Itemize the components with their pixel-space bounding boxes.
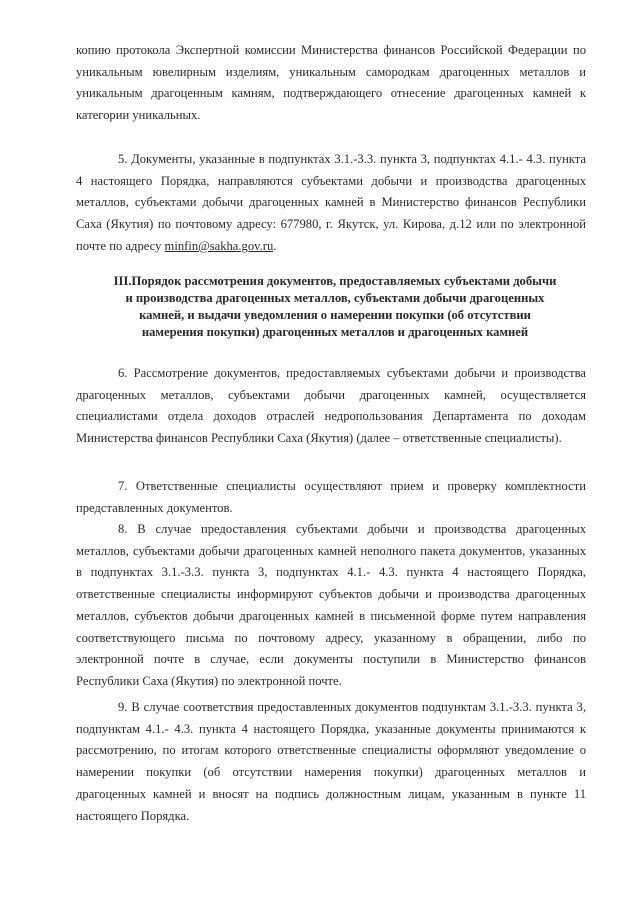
paragraph-9 [76, 697, 586, 827]
paragraph-8-text: В случае предоставления субъектами добычи и производства драгоценных металлов, субъектами добычи драгоценных камней неполного пакета документов, указанных в подпунктах 3.1.-3.3. пункта 3, подпунктах 4.1.- 4.3. пункта 4 настоящего Порядка, ответственные специалисты информируют субъектов добычи и производства драгоценных металлов, субъектов добычи драгоценных камней в письменной форме путем направления соответствующего письма по почтовому адресу, указанному в обращении, либо по электронной почте в случае, если документы поступили в Министерство финансов Республики Саха (Якутия) по электронной почте. [76, 522, 586, 688]
paragraph-9-number: 9. [118, 700, 128, 714]
email-link[interactable]: minfin@sakha.gov.ru [164, 238, 274, 253]
section-heading-text: III.Порядок рассмотрения документов, предоставляемых субъектами добычи и производства драгоценных металлов, субъектами добычи драгоценных камней, и выдачи уведомления о намерении покупки (об отсутствии намерения покупки) драгоценных металлов и драгоценных камней [113, 274, 557, 339]
paragraph-5 [76, 149, 586, 258]
paragraph-7-number: 7. [118, 479, 128, 493]
paragraph-7 [76, 476, 586, 519]
paragraph-8 [76, 519, 586, 693]
paragraph-9-text: В случае соответствия предоставленных документов подпунктам 3.1.-3.3. пункта 3, подпунктам 4.1.- 4.3. пункта 4 настоящего Порядка, указанные документы принимаются к рассмотрению, по итогам которого ответственные специалисты оформляют уведомление о намерении покупки (об отсутствии намерения покупки) драгоценных металлов и драгоценных камней и вносят на подпись должностным лицам, указанным в пункте 11 настоящего Порядка. [76, 700, 586, 823]
paragraph-5-end: . [273, 238, 277, 253]
paragraph-5-text: Документы, указанные в подпунктах 3.1.-3.3. пункта 3, подпунктах 4.1.- 4.3. пункта 4 настоящего Порядка, направляются субъектами добычи и производства драгоценных металлов, субъектами добычи драгоценных камней в Министерство финансов Республики Саха (Якутия) по почтовому адресу: 677980, г. Якутск, ул. Кирова, д.12 или по электронной почте по адресу [76, 152, 587, 253]
paragraph-6-text: Рассмотрение документов, предоставляемых субъектами добычи и производства драгоценных металлов, субъектами добычи драгоценных камней, осуществляется специалистами отдела доходов отраслей недропользования Департамента по доходам Министерства финансов Республики Саха (Якутия) (далее – ответственные специалисты). [76, 366, 586, 446]
paragraph-6-number: 6. [118, 366, 128, 380]
paragraph-6 [76, 363, 586, 450]
paragraph-intro-text: копию протокола Экспертной комиссии Министерства финансов Российской Федерации по уникальным ювелирным изделиям, уникальным самородкам драгоценных металлов и уникальным драгоценным камням, подтверждающего отнесение драгоценных камней к категории уникальных. [76, 43, 586, 123]
paragraph-intro [76, 40, 586, 127]
section-heading [110, 273, 560, 341]
paragraph-5-number: 5. [118, 152, 128, 166]
paragraph-8-number: 8. [118, 522, 128, 536]
paragraph-7-text: Ответственные специалисты осуществляют прием и проверку комплектности представленных документов. [76, 479, 586, 515]
